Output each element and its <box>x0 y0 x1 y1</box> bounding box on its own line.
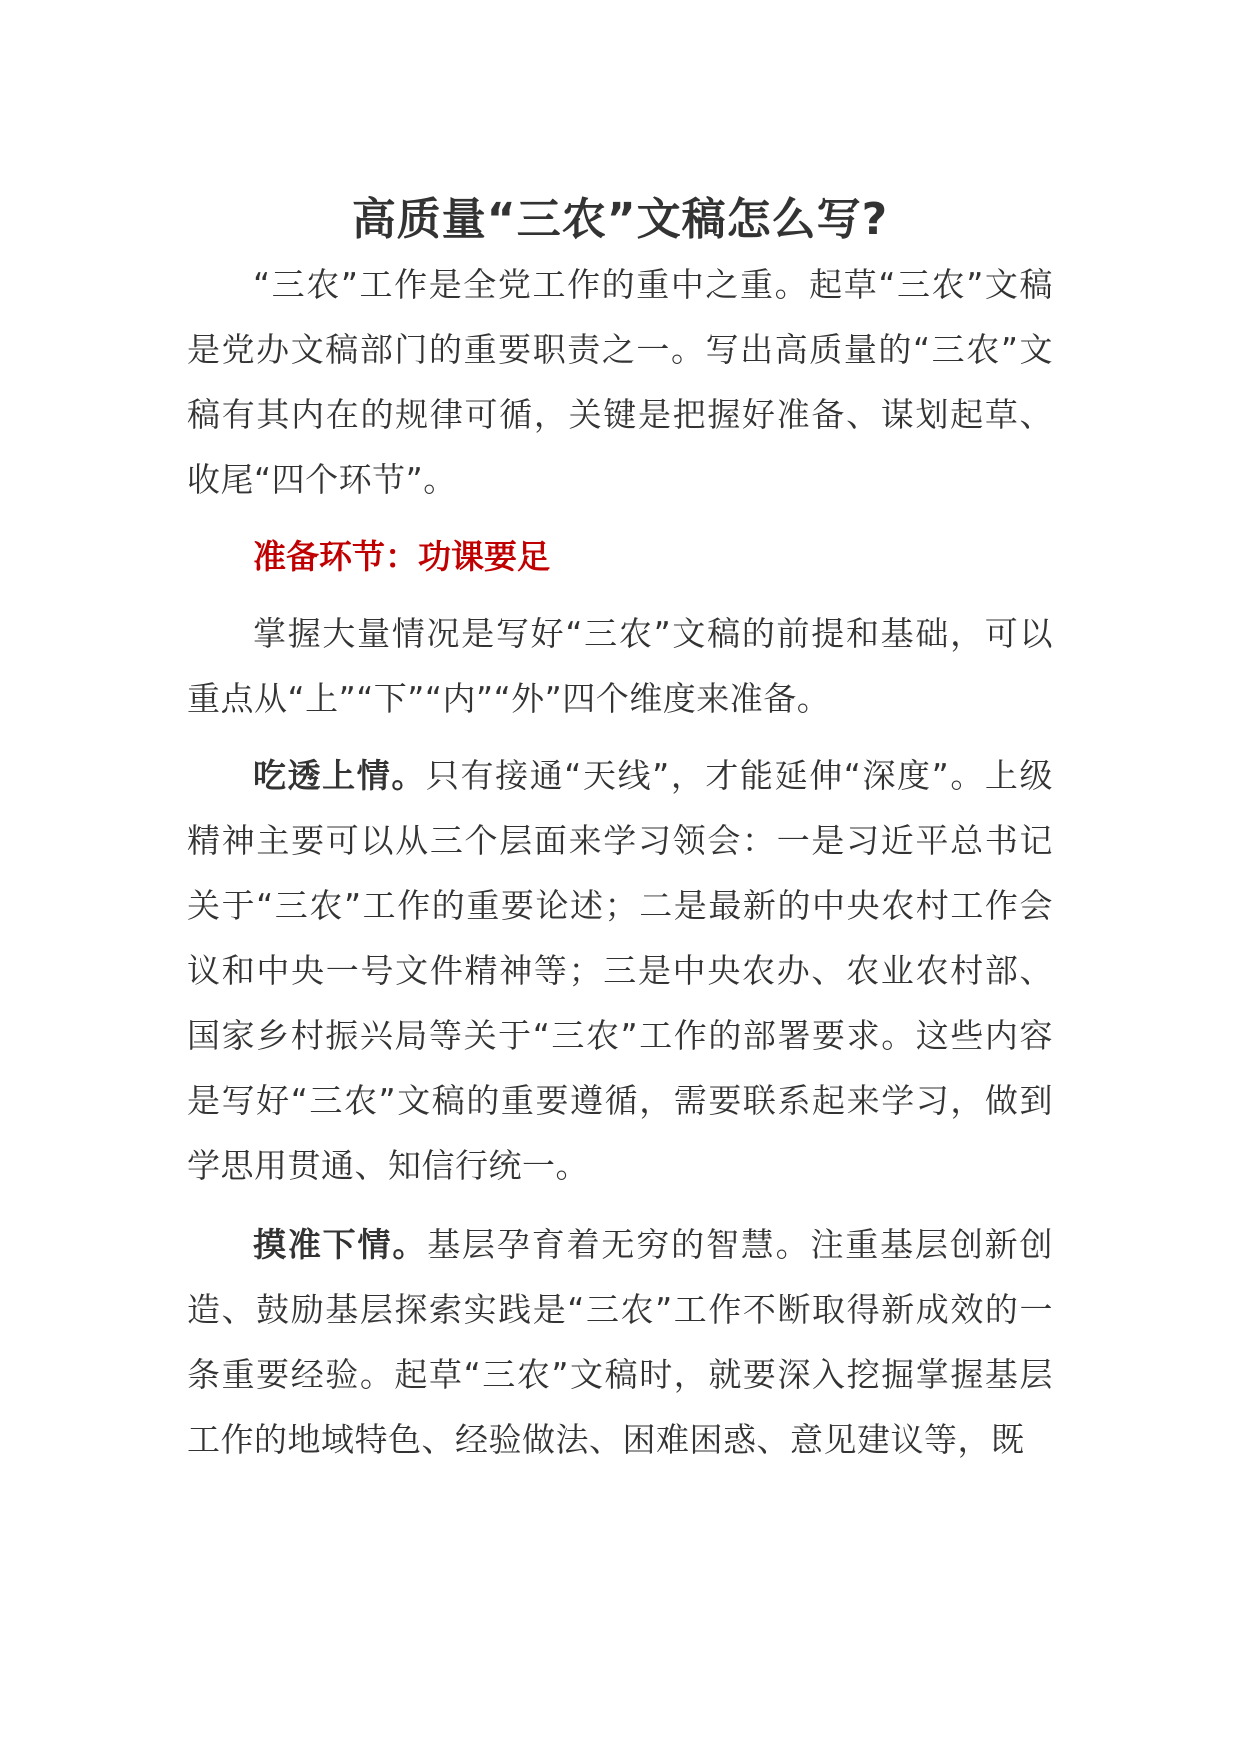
section-paragraph-3 <box>187 1212 1053 1472</box>
section-heading: 准备环节：功课要足 <box>253 537 550 576</box>
paragraph-lead: 摸准下情。 <box>253 1225 428 1264</box>
intro-paragraph: “三农”工作是全党工作的重中之重。起草“三农”文稿是党办文稿部门的重要职责之一。写出高质量的“三农”文稿有其内在的规律可循，关键是把握好准备、谋划起草、收尾“四个环节”。 <box>187 265 1053 499</box>
section-paragraph-1: 掌握大量情况是写好“三农”文稿的前提和基础，可以重点从“上”“下”“内”“外”四个维度来准备。 <box>187 614 1053 718</box>
paragraph-body: 只有接通“天线”，才能延伸“深度”。上级精神主要可以从三个层面来学习领会：一是习近平总书记关于“三农”工作的重要论述；二是最新的中央农村工作会议和中央一号文件精神等；三是中央农办、农业农村部、国家乡村振兴局等关于“三农”工作的部署要求。这些内容是写好“三农”文稿的重要遵循，需要联系起来学习，做到学思用贯通、知信行统一。 <box>187 756 1054 1185</box>
document-title: 高质量“三农”文稿怎么写? <box>351 194 889 245</box>
paragraph-body: 基层孕育着无穷的智慧。注重基层创新创造、鼓励基层探索实践是“三农”工作不断取得新成效的一条重要经验。起草“三农”文稿时，就要深入挖掘掌握基层工作的地域特色、经验做法、困难困惑、意见建议等，既 <box>187 1225 1054 1459</box>
document-page <box>187 190 1053 1472</box>
paragraph-lead: 吃透上情。 <box>253 756 426 795</box>
section-paragraph-2 <box>187 743 1053 1198</box>
